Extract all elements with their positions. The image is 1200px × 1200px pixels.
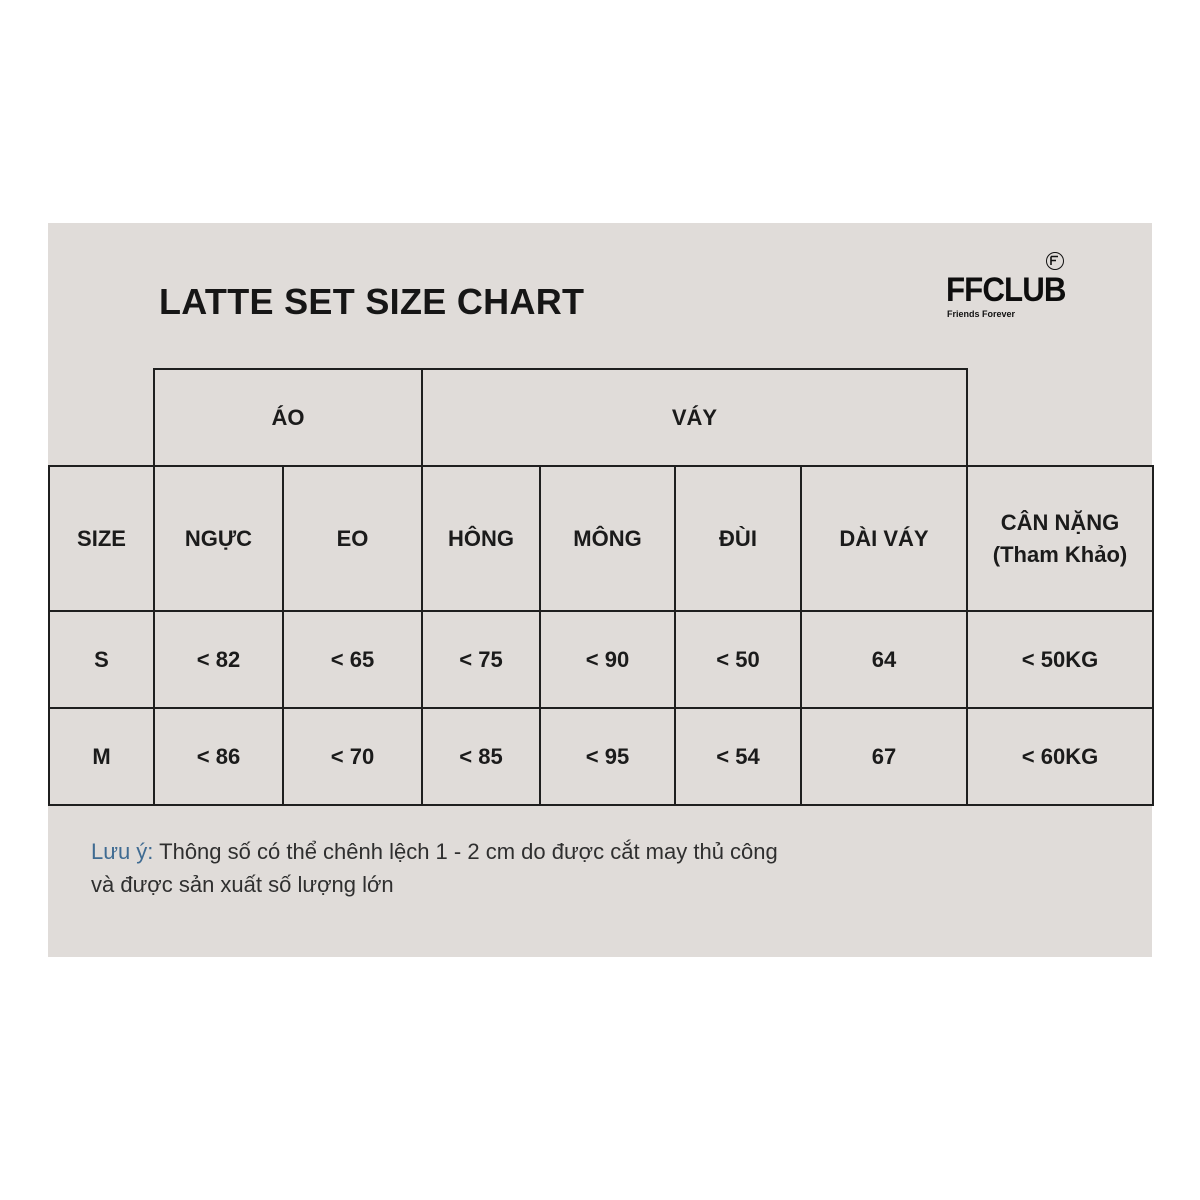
cell-weight: < 60KG bbox=[967, 708, 1153, 805]
table-row bbox=[49, 611, 1153, 708]
cell-hip: < 85 bbox=[422, 708, 540, 805]
size-table bbox=[48, 368, 1154, 806]
brand-logo bbox=[946, 251, 1076, 323]
size-chart-card bbox=[48, 223, 1152, 957]
header-waist: EO bbox=[283, 466, 422, 611]
cell-waist: < 70 bbox=[283, 708, 422, 805]
logo-tagline: Friends Forever bbox=[947, 309, 1016, 319]
footnote-line1: Thông số có thể chênh lệch 1 - 2 cm do được cắt may thủ công bbox=[153, 839, 778, 864]
cell-hip: < 75 bbox=[422, 611, 540, 708]
header-chest: NGỰC bbox=[154, 466, 283, 611]
cell-skirt-length: 67 bbox=[801, 708, 967, 805]
header-butt: MÔNG bbox=[540, 466, 675, 611]
footnote bbox=[91, 835, 778, 901]
header-thigh: ĐÙI bbox=[675, 466, 801, 611]
group-top-header: ÁO bbox=[154, 369, 422, 466]
footnote-label: Lưu ý: bbox=[91, 839, 154, 864]
header-hip: HÔNG bbox=[422, 466, 540, 611]
header-weight bbox=[967, 466, 1153, 611]
header-skirt-length: DÀI VÁY bbox=[801, 466, 967, 611]
footnote-line2: và được sản xuất số lượng lớn bbox=[91, 872, 394, 897]
header-size: SIZE bbox=[49, 466, 154, 611]
cell-size: S bbox=[49, 611, 154, 708]
cell-chest: < 82 bbox=[154, 611, 283, 708]
cell-weight: < 50KG bbox=[967, 611, 1153, 708]
cell-waist: < 65 bbox=[283, 611, 422, 708]
cell-chest: < 86 bbox=[154, 708, 283, 805]
cell-butt: < 95 bbox=[540, 708, 675, 805]
group-skirt-header: VÁY bbox=[422, 369, 967, 466]
cell-size: M bbox=[49, 708, 154, 805]
empty-corner-cell bbox=[967, 369, 1153, 466]
logo-mark-icon bbox=[1046, 252, 1064, 270]
logo-wordmark: FFCLUB bbox=[946, 271, 1066, 309]
cell-skirt-length: 64 bbox=[801, 611, 967, 708]
header-weight-line2: (Tham Khảo) bbox=[992, 541, 1128, 567]
column-header-row bbox=[49, 466, 1153, 611]
group-header-row bbox=[49, 369, 1153, 466]
page-title: LATTE SET SIZE CHART bbox=[159, 281, 585, 322]
cell-thigh: < 50 bbox=[675, 611, 801, 708]
header-weight-line1: CÂN NẶNG bbox=[1000, 509, 1120, 535]
empty-corner-cell bbox=[49, 369, 154, 466]
table-row bbox=[49, 708, 1153, 805]
cell-butt: < 90 bbox=[540, 611, 675, 708]
cell-thigh: < 54 bbox=[675, 708, 801, 805]
